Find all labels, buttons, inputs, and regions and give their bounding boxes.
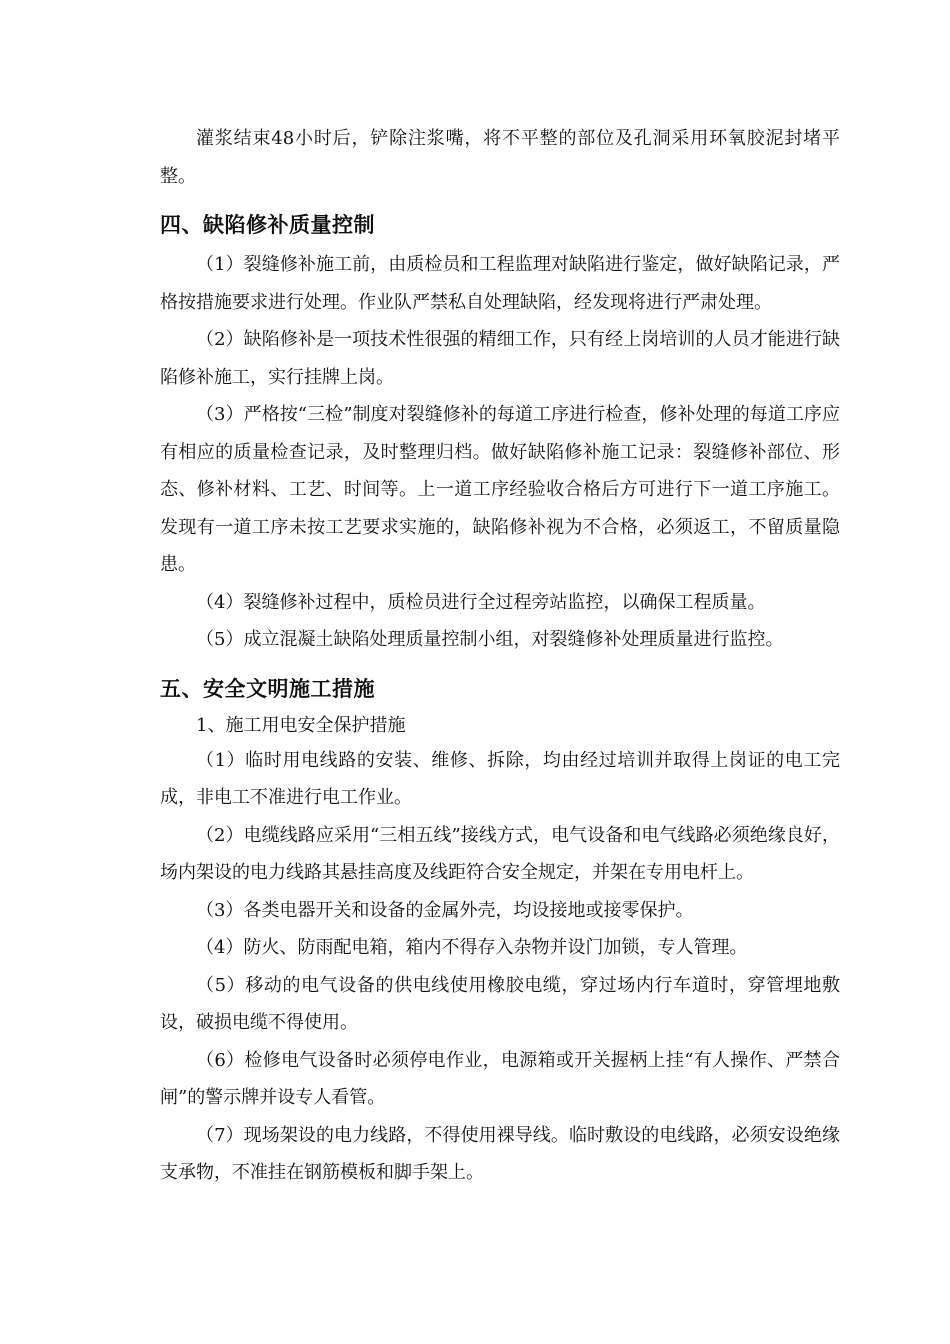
section-4-item-3: （3）严格按“三检”制度对裂缝修补的每道工序进行检查，修补处理的每道工序应有相应的质量检查记录，及时整理归档。做好缺陷修补施工记录：裂缝修补部位、形态、修补材料、工艺、时间等。上一道工序经验收合格后方可进行下一道工序施工。发现有一道工序未按工艺要求实施的，缺陷修补视为不合格，必须返工，不留质量隐患。 xyxy=(160,404,840,575)
section-5-item-3: （3）各类电器开关和设备的金属外壳，均设接地或接零保护。 xyxy=(196,899,694,921)
section-5-item-6: （6）检修电气设备时必须停电作业，电源箱或开关握柄上挂“有人操作、严禁合闸”的警示牌并设专人看管。 xyxy=(160,1049,840,1108)
section-5-item-7: （7）现场架设的电力线路，不得使用裸导线。临时敷设的电线路，必须安设绝缘支承物，不准挂在钢筋模板和脚手架上。 xyxy=(160,1124,840,1183)
section-4-item-2: （2）缺陷修补是一项技术性很强的精细工作，只有经上岗培训的人员才能进行缺陷修补施工，实行挂牌上岗。 xyxy=(160,329,840,388)
document-body xyxy=(160,120,840,1192)
section-5-subheading: 1、施工用电安全保护措施 xyxy=(196,714,406,736)
section-5-item-2: （2）电缆线路应采用“三相五线”接线方式，电气设备和电气线路必须绝缘良好，场内架设的电力线路其悬挂高度及线距符合安全规定，并架在专用电杆上。 xyxy=(160,824,840,883)
section-4-heading: 四、缺陷修补质量控制 xyxy=(160,212,375,237)
section-5-heading: 五、安全文明施工措施 xyxy=(160,675,375,701)
section-5-item-1: （1）临时用电线路的安装、维修、拆除，均由经过培训并取得上岗证的电工完成，非电工不准进行电工作业。 xyxy=(160,749,840,808)
intro-paragraph: 灌浆结束48小时后，铲除注浆嘴，将不平整的部位及孔洞采用环氧胶泥封堵平整。 xyxy=(160,128,840,187)
section-4-item-4: （4）裂缝修补过程中，质检员进行全过程旁站监控，以确保工程质量。 xyxy=(196,591,766,613)
section-4-item-5: （5）成立混凝土缺陷处理质量控制小组，对裂缝修补处理质量进行监控。 xyxy=(196,629,784,650)
section-5-item-5: （5）移动的电气设备的供电线使用橡胶电缆，穿过场内行车道时，穿管埋地敷设，破损电缆不得使用。 xyxy=(160,974,840,1033)
section-5-item-4: （4）防火、防雨配电箱，箱内不得存入杂物并设门加锁，专人管理。 xyxy=(196,937,748,958)
section-4-item-1: （1）裂缝修补施工前，由质检员和工程监理对缺陷进行鉴定，做好缺陷记录，严格按措施要求进行处理。作业队严禁私自处理缺陷，经发现将进行严肃处理。 xyxy=(160,254,840,313)
